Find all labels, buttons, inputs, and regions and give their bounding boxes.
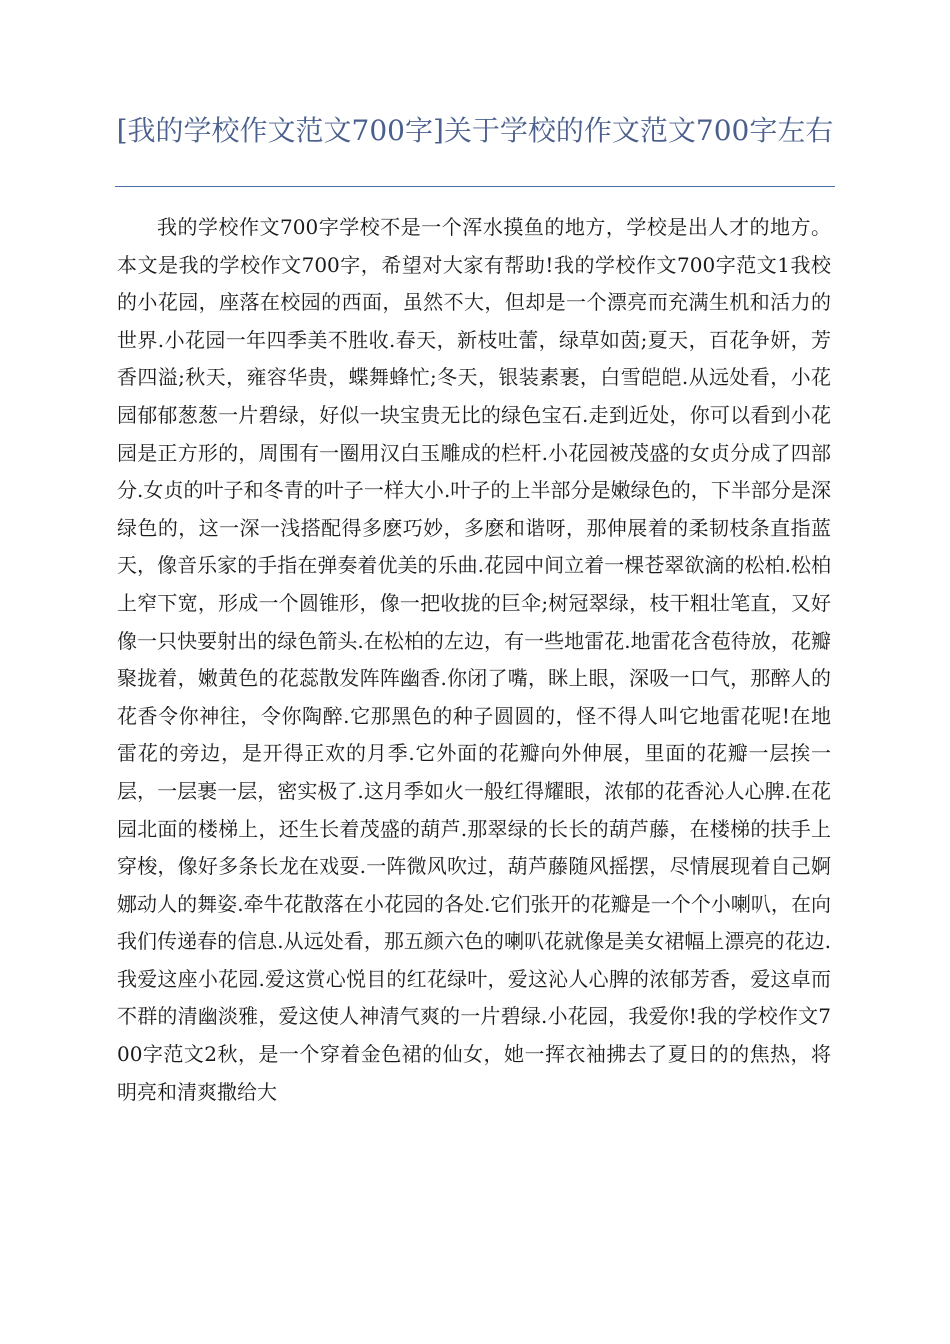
title-block	[115, 112, 835, 150]
title-underline	[115, 186, 835, 187]
document-body: 我的学校作文700字学校不是一个浑水摸鱼的地方，学校是出人才的地方。本文是我的学校作文700字，希望对大家有帮助!我的学校作文700字范文1我校的小花园，座落在校园的西面，虽然不大，但却是一个漂亮而充满生机和活力的世界.小花园一年四季美不胜收.春天，新枝吐蕾，绿草如茵;夏天，百花争妍，芳香四溢;秋天，雍容华贵，蝶舞蜂忙;冬天，银装素裹，白雪皑皑.从远处看，小花园郁郁葱葱一片碧绿，好似一块宝贵无比的绿色宝石.走到近处，你可以看到小花园是正方形的，周围有一圈用汉白玉雕成的栏杆.小花园被茂盛的女贞分成了四部分.女贞的叶子和冬青的叶子一样大小.叶子的上半部分是嫩绿色的，下半部分是深绿色的，这一深一浅搭配得多麽巧妙，多麽和谐呀，那伸展着的柔韧枝条直指蓝天，像音乐家的手指在弹奏着优美的乐曲.花园中间立着一棵苍翠欲滴的松柏.松柏上窄下宽，形成一个圆锥形，像一把收拢的巨伞;树冠翠绿，枝干粗壮笔直，又好像一只快要射出的绿色箭头.在松柏的左边，有一些地雷花.地雷花含苞待放，花瓣聚拢着，嫩黄色的花蕊散发阵阵幽香.你闭了嘴，眯上眼，深吸一口气，那醉人的花香令你神往，令你陶醉.它那黑色的种子圆圆的，怪不得人叫它地雷花呢!在地雷花的旁边，是开得正欢的月季.它外面的花瓣向外伸展，里面的花瓣一层挨一层，一层裹一层，密实极了.这月季如火一般红得耀眼，浓郁的花香沁人心脾.在花园北面的楼梯上，还生长着茂盛的葫芦.那翠绿的长长的葫芦藤，在楼梯的扶手上穿梭，像好多条长龙在戏耍.一阵微风吹过，葫芦藤随风摇摆，尽情展现着自己婀娜动人的舞姿.牵牛花散落在小花园的各处.它们张开的花瓣是一个个小喇叭，在向我们传递春的信息.从远处看，那五颜六色的喇叭花就像是美女裙幅上漂亮的花边.我爱这座小花园.爱这赏心悦目的红花绿叶，爱这沁人心脾的浓郁芳香，爱这卓而不群的清幽淡雅，爱这使人神清气爽的一片碧绿.小花园，我爱你!我的学校作文700字范文2秋，是一个穿着金色裙的仙女，她一挥衣袖拂去了夏日的的焦热，将明亮和清爽撒给大	[117, 215, 831, 1104]
document-title: [我的学校作文范文700字]关于学校的作文范文700字左右	[116, 114, 834, 147]
